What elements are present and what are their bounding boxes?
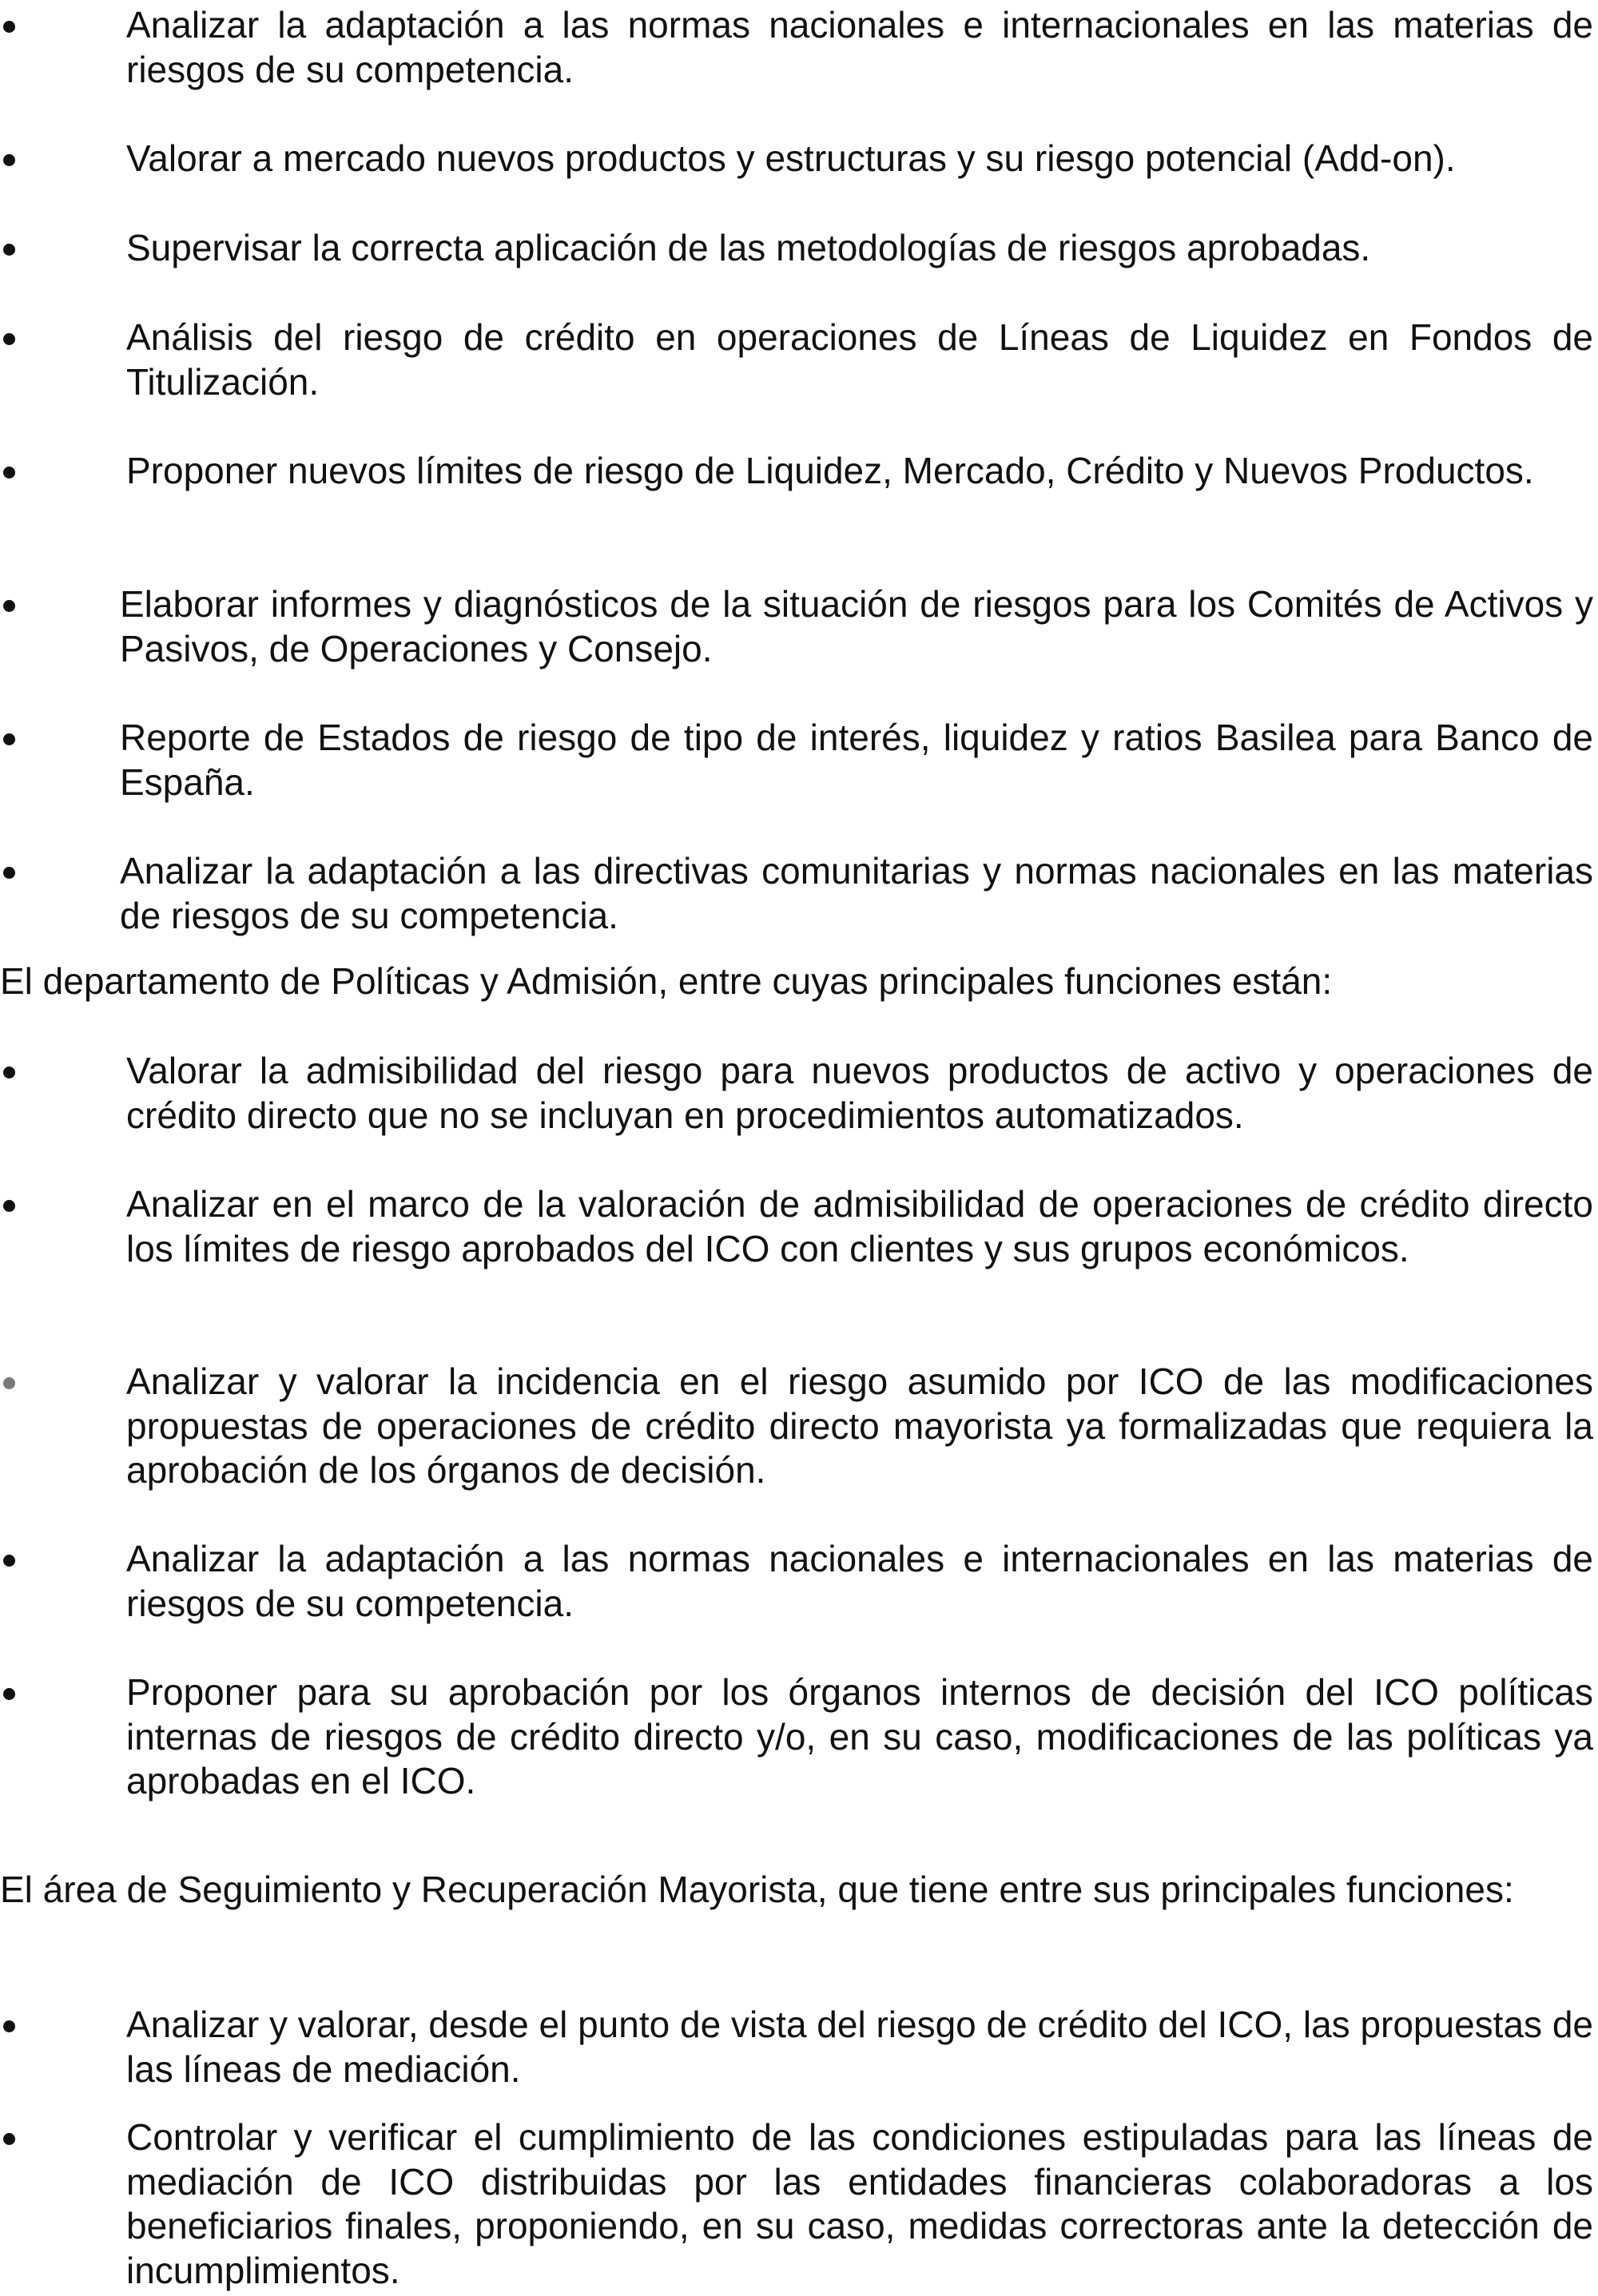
- bullet-icon: [3, 154, 15, 166]
- bullet-icon: [3, 733, 15, 745]
- bullet-icon: [3, 333, 15, 345]
- list-item-text: Analizar en el marco de la valoración de admisibilidad de operaciones de crédito directo los límites de riesgo aprobados del ICO con clientes y sus grupos económicos.: [126, 1183, 1593, 1269]
- list-item-text: Analizar la adaptación a las normas nacionales e internacionales en las materias de riesgos de su competencia.: [126, 4, 1593, 90]
- bullet-icon: [3, 1377, 15, 1389]
- section-intro: El área de Seguimiento y Recuperación Mayorista, que tiene entre sus principales funciones:: [0, 1869, 1514, 1910]
- list-item-text: Valorar la admisibilidad del riesgo para nuevos productos de activo y operaciones de crédito directo que no se incluyan en procedimientos automatizados.: [126, 1050, 1593, 1136]
- list-item-text: Analizar la adaptación a las normas nacionales e internacionales en las materias de riesgos de su competencia.: [126, 1538, 1593, 1624]
- list-item-text: Analizar y valorar la incidencia en el riesgo asumido por ICO de las modificaciones propuestas de operaciones de crédito directo mayorista ya formalizadas que requiera la aprobación de los órganos de decisión.: [126, 1361, 1593, 1491]
- bullet-icon: [3, 21, 15, 33]
- list-item-text: Proponer nuevos límites de riesgo de Liquidez, Mercado, Crédito y Nuevos Productos.: [126, 450, 1534, 491]
- list-item-text: Analizar la adaptación a las directivas comunitarias y normas nacionales en las materias de riesgos de su competencia.: [120, 850, 1593, 936]
- list-item-text: Valorar a mercado nuevos productos y estructuras y su riesgo potencial (Add-on).: [126, 137, 1456, 179]
- list-item-text: Analizar y valorar, desde el punto de vista del riesgo de crédito del ICO, las propuestas de las líneas de mediación.: [126, 2004, 1593, 2090]
- bullet-icon: [3, 867, 15, 879]
- bullet-icon: [3, 1067, 15, 1078]
- list-item-text: Reporte de Estados de riesgo de tipo de interés, liquidez y ratios Basilea para Banco de España.: [120, 717, 1593, 803]
- list-item-text: Análisis del riesgo de crédito en operaciones de Líneas de Liquidez en Fondos de Titulización.: [126, 316, 1593, 403]
- bullet-icon: [3, 244, 15, 256]
- bullet-icon: [3, 467, 15, 479]
- bullet-icon: [3, 2133, 15, 2145]
- bullet-icon: [3, 600, 15, 612]
- list-item-text: Supervisar la correcta aplicación de las metodologías de riesgos aprobadas.: [126, 227, 1371, 268]
- bullet-icon: [3, 2020, 15, 2032]
- list-item-text: Proponer para su aprobación por los órganos internos de decisión del ICO políticas internas de riesgos de crédito directo y/o, en su caso, modificaciones de las políticas ya aprobadas en el ICO.: [126, 1671, 1593, 1801]
- bullet-icon: [3, 1200, 15, 1212]
- bullet-icon: [3, 1688, 15, 1700]
- bullet-icon: [3, 1555, 15, 1567]
- section-intro: El departamento de Políticas y Admisión, entre cuyas principales funciones están:: [0, 960, 1333, 1002]
- list-item-text: Elaborar informes y diagnósticos de la situación de riesgos para los Comités de Activos y Pasivos, de Operaciones y Consejo.: [120, 583, 1593, 669]
- list-item-text: Controlar y verificar el cumplimiento de las condiciones estipuladas para las líneas de mediación de ICO distribuidas por las entidades financieras colaboradoras a los beneficiarios finales, proponiendo, en su caso, medidas correctoras ante la detección de incumplimientos.: [126, 2116, 1593, 2291]
